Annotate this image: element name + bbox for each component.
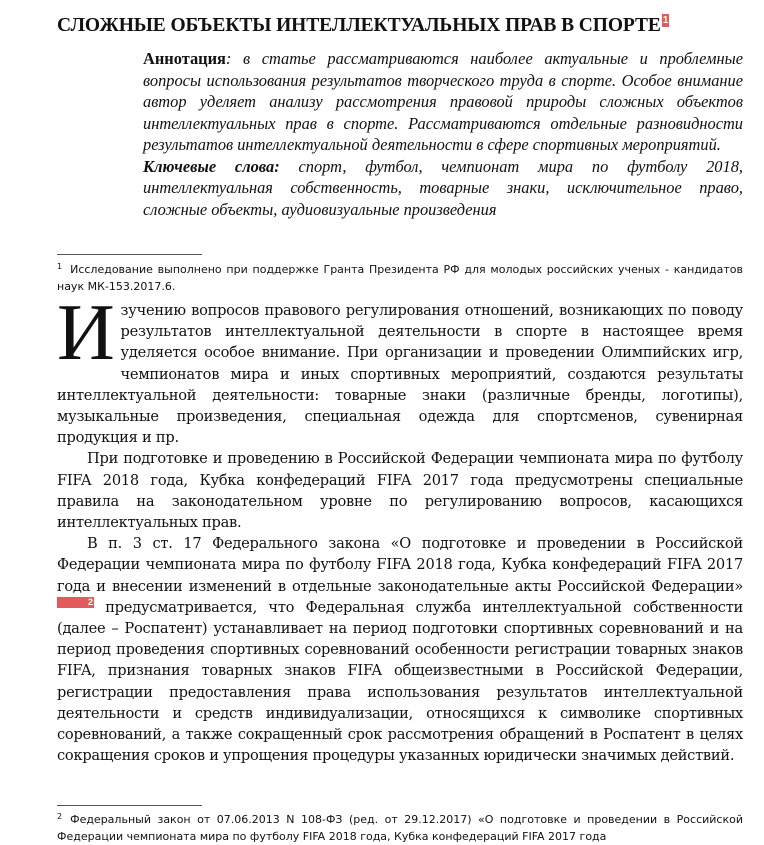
- body-paragraph-3-text-a: В п. 3 ст. 17 Федерального закона «О подготовке и проведении в Российской Федерации чемпионата мира по футболу FIFA 2018 года, Кубка конфедераций FIFA 2017 года и внесении изменений в отдельные законодательные акты Российской Федерации»: [57, 535, 743, 595]
- abstract-label: Аннотация: [143, 49, 226, 68]
- body-paragraph-1-text: зучению вопросов правового регулирования отношений, возникающих по поводу результатов интеллектуальной деятельности в спорте в настоящее время уделяется особое внимание. При организации и проведении Олимпийских игр, чемпионатов мира и иных спортивных мероприятий, создаются результаты интеллектуальной деятельности: товарные знаки (различные бренды, логотипы), музыкальные произведения, специальная одежда для спортсменов, сувенирная продукция и пр.: [57, 302, 743, 447]
- abstract-paragraph: [143, 48, 743, 156]
- footnote-1-text: Исследование выполнено при поддержке Гранта Президента РФ для молодых российских ученых - кандидатов наук МК-153.2017.6.: [57, 263, 743, 293]
- footnote-2-text: Федеральный закон от 07.06.2013 N 108-ФЗ (ред. от 29.12.2017) «О подготовке и проведении в Российской Федерации чемпионата мира по футболу FIFA 2018 года, Кубка конфедераций FIFA 2017 года: [57, 813, 743, 843]
- abstract-text: : в статье рассматриваются наиболее актуальные и проблемные вопросы использования результатов творческого труда в спорте. Особое внимание автор уделяет анализу рассмотрения правовой природы сложных объектов интеллектуальных прав в спорте. Рассматриваются отдельные разновидности результатов интеллектуальной деятельности в сфере спортивных мероприятий.: [143, 49, 743, 154]
- article-title-text: СЛОЖНЫЕ ОБЪЕКТЫ ИНТЕЛЛЕКТУАЛЬНЫХ ПРАВ В СПОРТЕ: [57, 15, 661, 36]
- footnote-2-marker[interactable]: 2: [57, 597, 94, 608]
- body-paragraph-2: При подготовке и проведению в Российской Федерации чемпионата мира по футболу FIFA 2018 года, Кубка конфедераций FIFA 2017 года предусмотрены специальные правила на законодательном уровне по регулированию вопросов, касающихся интеллектуальных прав.: [57, 450, 743, 532]
- footnote-separator-1: [57, 254, 202, 255]
- abstract-block: [143, 48, 743, 220]
- footnote-1: [57, 258, 743, 295]
- keywords-label: Ключевые слова:: [143, 156, 280, 176]
- footnote-1-number: 1: [57, 262, 63, 271]
- drop-cap-letter: И: [57, 289, 115, 377]
- article-title: [57, 14, 669, 37]
- footnote-2-number: 2: [57, 812, 63, 821]
- keywords-text: спорт, футбол, чемпионат мира по футболу 2018, интеллектуальная собственность, товарные знаки, исключительное право, сложные объекты, аудиовизуальные произведения: [143, 156, 743, 219]
- article-body: [57, 289, 743, 766]
- body-paragraph-3-text-b: предусматривается, что Федеральная служба интеллектуальной собственности (далее – Роспатент) устанавливает на период подготовки спортивных соревнований и на период проведения спортивных соревнований особенности регистрации товарных знаков FIFA, признания товарных знаков FIFA общеизвестными в Российской Федерации, регистрации предоставления права использования результатов интеллектуальной деятельности и средств индивидуализации, относящихся к символике спортивных соревнований, а также сокращенный срок рассмотрения обращений в Роспатент в целях сокращения сроков и упрощения процедуры указанных юридически значимых действий.: [57, 598, 743, 765]
- body-paragraph-3: [57, 533, 743, 766]
- footnote-separator-2: [57, 805, 202, 806]
- keywords-paragraph: [143, 156, 743, 221]
- title-footnote-marker[interactable]: 1: [662, 15, 669, 26]
- body-paragraph-1: [57, 289, 743, 448]
- footnote-2: [57, 808, 743, 845]
